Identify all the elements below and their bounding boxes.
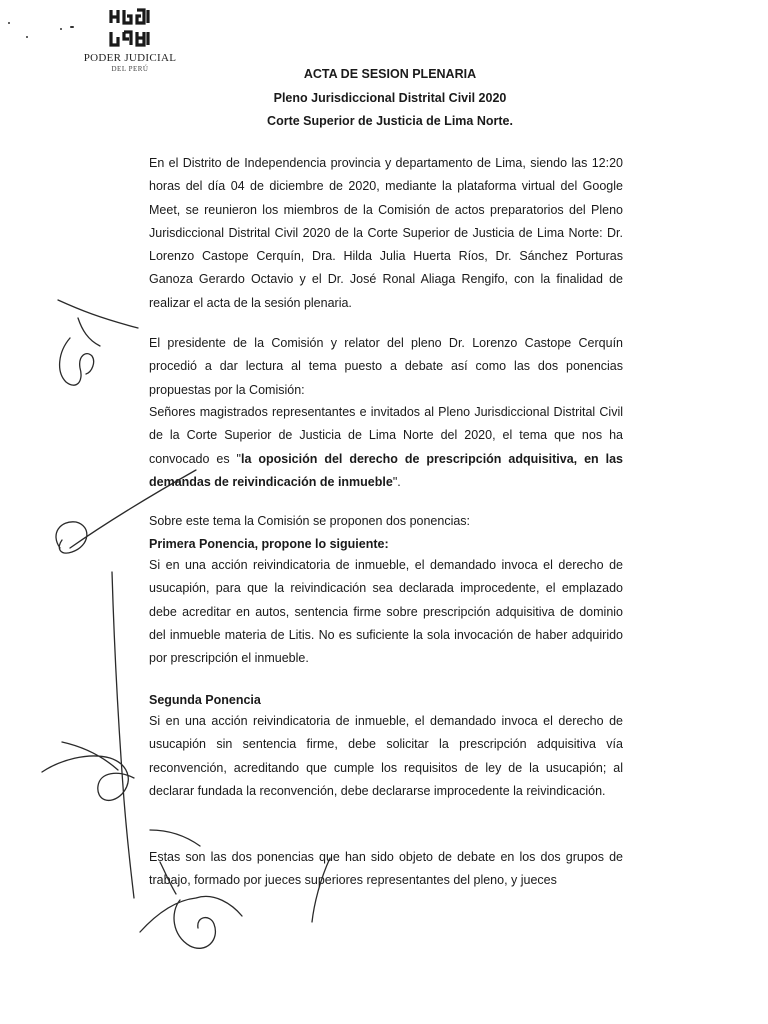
scan-speck	[8, 22, 10, 24]
first-ponencia-heading: Primera Ponencia, propone lo siguiente:	[149, 537, 389, 551]
second-ponencia-text: Si en una acción reivindicatoria de inmueble, el demandado invoca el derecho de usucapión sin sentencia firme, debe solicitar la prescripción adquisitiva vía reconvención, acreditando que cumple los requisitos de ley de la usucapión; al declarar fundada la reconvención, debe declararse improcedente la reivindicación.	[149, 714, 623, 798]
org-name: PODER JUDICIAL	[83, 52, 177, 64]
magistrates-paragraph	[149, 401, 623, 494]
signature-upper	[58, 300, 138, 385]
scan-speck	[60, 28, 62, 30]
scan-speck	[70, 26, 74, 28]
poder-judicial-logo	[80, 8, 180, 73]
document-subtitle: Pleno Jurisdiccional Distrital Civil 2020	[273, 91, 507, 105]
commission-line: Sobre este tema la Comisión se proponen dos ponencias:	[149, 514, 471, 528]
scan-speck	[26, 36, 28, 38]
poder-judicial-emblem-icon	[108, 8, 152, 48]
president-paragraph: El presidente de la Comisión y relator del pleno Dr. Lorenzo Castope Cerquín procedió a dar lectura al tema puesto a debate así como las dos ponencias propuestas por la Comisión:	[149, 336, 623, 397]
document-title: ACTA DE SESION PLENARIA	[303, 67, 477, 81]
org-country: DEL PERÚ	[111, 65, 149, 73]
first-ponencia-text: Si en una acción reivindicatoria de inmueble, el demandado invoca el derecho de usucapión, para que la reivindicación sea declarada improcedente, el emplazado debe acreditar en autos, sentencia firme sobre prescripción adquisitiva de dominio del inmueble materia de Litis. No es suficiente la sola invocación de haber adquirido por prescripción el inmueble.	[149, 558, 623, 666]
second-ponencia-heading: Segunda Ponencia	[149, 693, 261, 707]
magistrates-text-start: Señores magistrados representantes e invitados al Pleno Jurisdiccional Distrital Civil de la Corte Superior de Justicia de Lima Norte del 2020, el tema que nos ha convocado es "	[149, 405, 623, 466]
debate-topic: la oposición del derecho de prescripción adquisitiva, en las demandas de reivindicación de inmueble	[149, 451, 623, 489]
closing-paragraph: Estas son las dos ponencias que han sido objeto de debate en los dos grupos de trabajo, formado por jueces superiores representantes del pleno, y jueces	[149, 850, 623, 888]
court-name: Corte Superior de Justicia de Lima Norte.	[267, 114, 513, 128]
magistrates-text-end: ".	[392, 474, 401, 489]
intro-paragraph: En el Distrito de Independencia provincia y departamento de Lima, siendo las 12:20 horas del día 04 de diciembre de 2020, mediante la plataforma virtual del Google Meet, se reunieron los miembros de la Comisión de actos preparatorios del Pleno Jurisdiccional Distrital Civil 2020 de la Corte Superior de Justicia de Lima Norte: Dr. Lorenzo Castope Cerquín, Dra. Hilda Julia Huerta Ríos, Dr. Sánchez Porturas Ganoza Gerardo Octavio y el Dr. José Ronal Aliaga Rengifo, con la finalidad de realizar el acta de la sesión plenaria.	[149, 156, 623, 310]
